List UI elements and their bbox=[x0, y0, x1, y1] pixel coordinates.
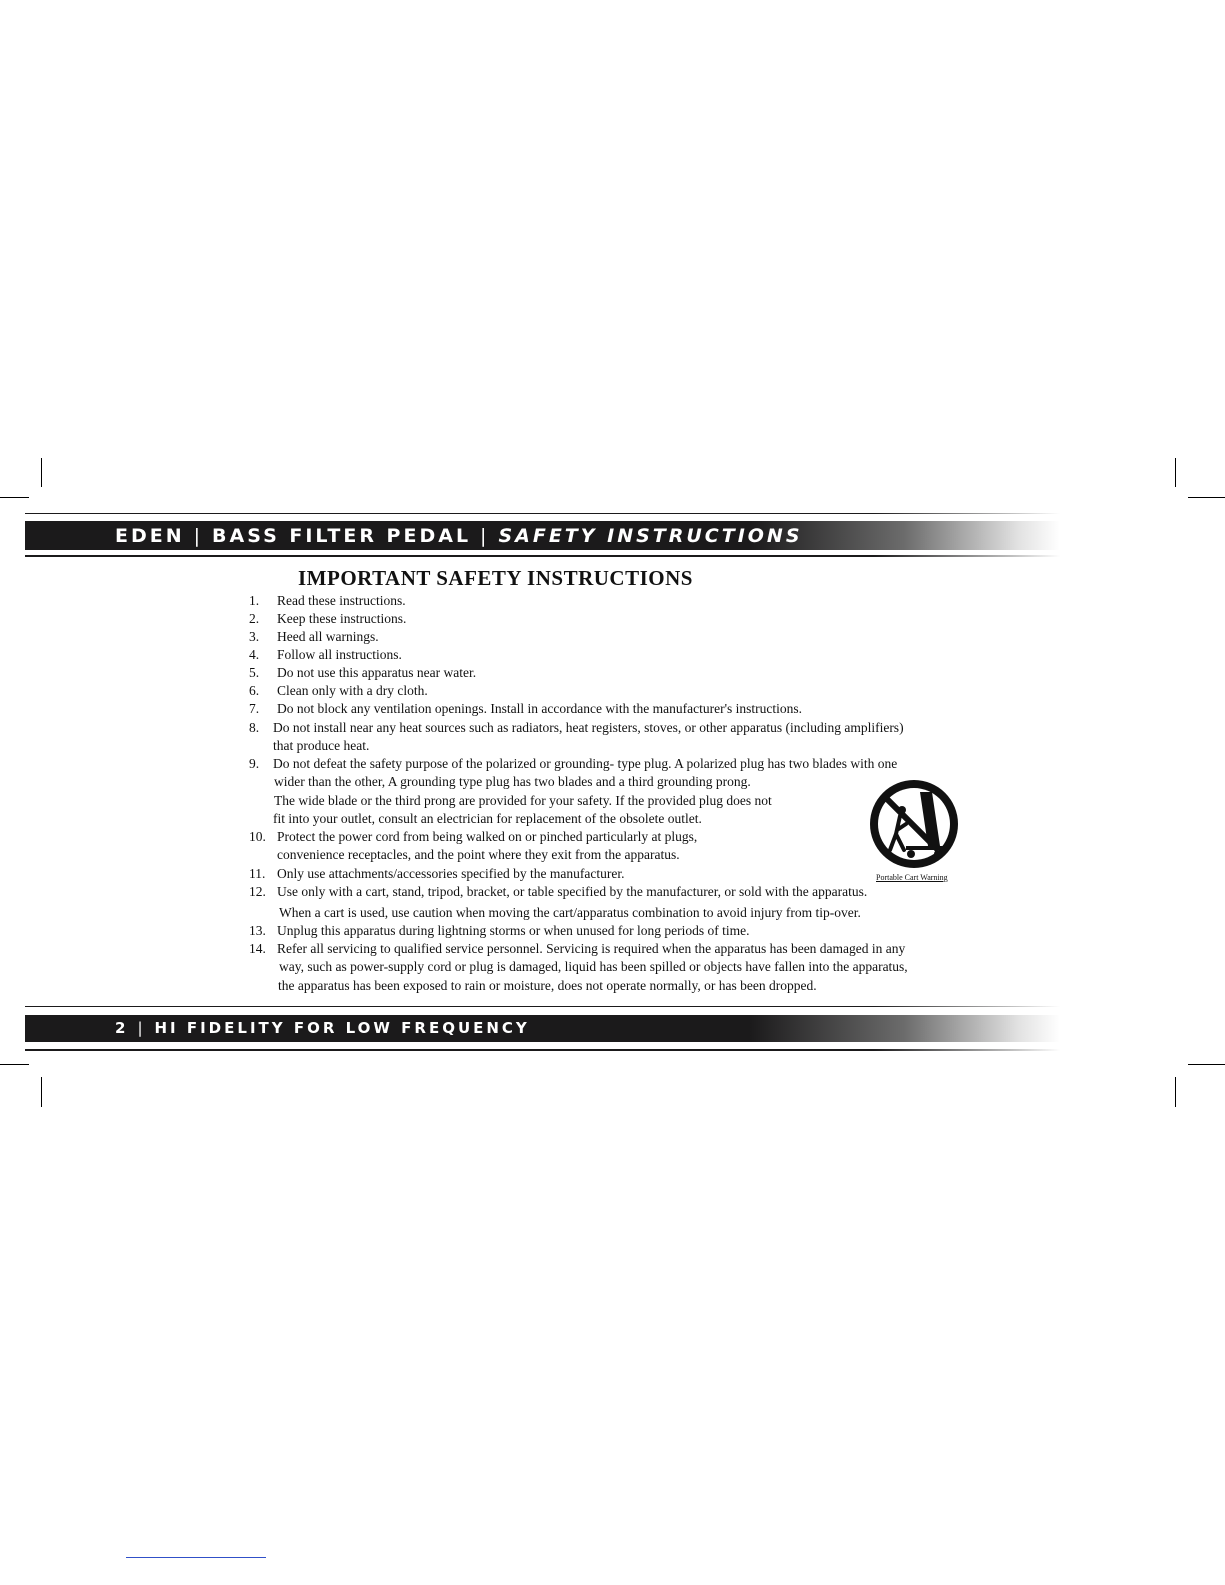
list-item-number: 9. bbox=[249, 756, 260, 771]
header-rule-top bbox=[25, 513, 1060, 514]
portable-cart-warning-icon bbox=[866, 772, 962, 884]
list-item-text: The wide blade or the third prong are provided for your safety. If the provided plug does not bbox=[274, 793, 772, 808]
page-link-underline bbox=[126, 1557, 266, 1558]
list-item-number: 6. bbox=[249, 683, 260, 698]
list-item-text: the apparatus has been exposed to rain or moisture, does not operate normally, or has been dropped. bbox=[278, 978, 817, 993]
list-item-text: Only use attachments/accessories specified by the manufacturer. bbox=[277, 866, 625, 881]
list-item-number: 8. bbox=[249, 720, 260, 735]
list-item-number: 7. bbox=[249, 701, 260, 716]
list-item-text: When a cart is used, use caution when moving the cart/apparatus combination to avoid injury from tip-over. bbox=[279, 905, 861, 920]
crop-mark bbox=[1188, 497, 1225, 498]
list-item-number: 4. bbox=[249, 647, 260, 662]
footer-tagline: HI FIDELITY FOR LOW FREQUENCY bbox=[154, 1019, 530, 1037]
header-section: SAFETY INSTRUCTIONS bbox=[498, 525, 803, 547]
list-item-number: 2. bbox=[249, 611, 260, 626]
list-item-text: Do not block any ventilation openings. Install in accordance with the manufacturer's instructions. bbox=[277, 701, 803, 716]
footer-rule-bottom bbox=[25, 1049, 1060, 1051]
list-item-text: Read these instructions. bbox=[277, 593, 406, 608]
list-item-text: Protect the power cord from being walked on or pinched particularly at plugs, bbox=[277, 829, 698, 844]
crop-mark bbox=[0, 497, 29, 498]
list-item-text: Clean only with a dry cloth. bbox=[277, 683, 428, 698]
list-item-number: 14. bbox=[249, 941, 266, 956]
header-title bbox=[115, 525, 803, 547]
header-band bbox=[25, 521, 1060, 550]
cart-warning-caption: Portable Cart Warning bbox=[876, 873, 948, 882]
list-item-number: 10. bbox=[249, 829, 266, 844]
list-item-text: convenience receptacles, and the point where they exit from the apparatus. bbox=[277, 847, 680, 862]
list-item-number: 11. bbox=[249, 866, 266, 881]
list-item-text: Do not defeat the safety purpose of the polarized or grounding- type plug. A polarized plug has two blades with one bbox=[273, 756, 898, 771]
footer-title bbox=[115, 1019, 530, 1037]
list-item-text: Refer all servicing to qualified service personnel. Servicing is required when the apparatus has been damaged in any bbox=[277, 941, 906, 956]
list-item-number: 1. bbox=[249, 593, 260, 608]
list-item-text: Unplug this apparatus during lightning storms or when unused for long periods of time. bbox=[277, 923, 750, 938]
footer-band bbox=[25, 1015, 1060, 1042]
header-separator: | bbox=[193, 525, 204, 547]
list-item-number: 12. bbox=[249, 884, 266, 899]
list-item-text: wider than the other, A grounding type plug has two blades and a third grounding prong. bbox=[274, 774, 751, 789]
crop-mark bbox=[41, 458, 42, 487]
list-item-number: 3. bbox=[249, 629, 260, 644]
header-brand: EDEN bbox=[115, 525, 185, 547]
footer-separator: | bbox=[137, 1019, 146, 1037]
header-rule-bottom bbox=[25, 555, 1060, 557]
list-item-text: Do not use this apparatus near water. bbox=[277, 665, 477, 680]
crop-mark bbox=[1188, 1064, 1225, 1065]
document-title: IMPORTANT SAFETY INSTRUCTIONS bbox=[298, 566, 693, 590]
crop-mark bbox=[1175, 1077, 1176, 1107]
list-item-text: Follow all instructions. bbox=[277, 647, 402, 662]
crop-mark bbox=[0, 1064, 29, 1065]
list-item-text: Do not install near any heat sources such as radiators, heat registers, stoves, or other apparatus (including amplifiers) bbox=[273, 720, 904, 735]
list-item-text: Use only with a cart, stand, tripod, bracket, or table specified by the manufacturer, or sold with the apparatus. bbox=[277, 884, 868, 899]
page-number: 2 bbox=[115, 1019, 129, 1037]
header-separator: | bbox=[480, 525, 490, 547]
list-item-text: that produce heat. bbox=[273, 738, 370, 753]
footer-rule-top bbox=[25, 1006, 1060, 1007]
list-item-text: way, such as power-supply cord or plug is damaged, liquid has been spilled or objects have fallen into the apparatus, bbox=[279, 959, 908, 974]
list-item-text: Keep these instructions. bbox=[277, 611, 407, 626]
list-item-text: Heed all warnings. bbox=[277, 629, 379, 644]
header-product: BASS FILTER PEDAL bbox=[212, 525, 472, 547]
list-item-number: 13. bbox=[249, 923, 266, 938]
list-item-text: fit into your outlet, consult an electrician for replacement of the obsolete outlet. bbox=[273, 811, 702, 826]
crop-mark bbox=[1175, 458, 1176, 487]
list-item-number: 5. bbox=[249, 665, 260, 680]
crop-mark bbox=[41, 1077, 42, 1107]
